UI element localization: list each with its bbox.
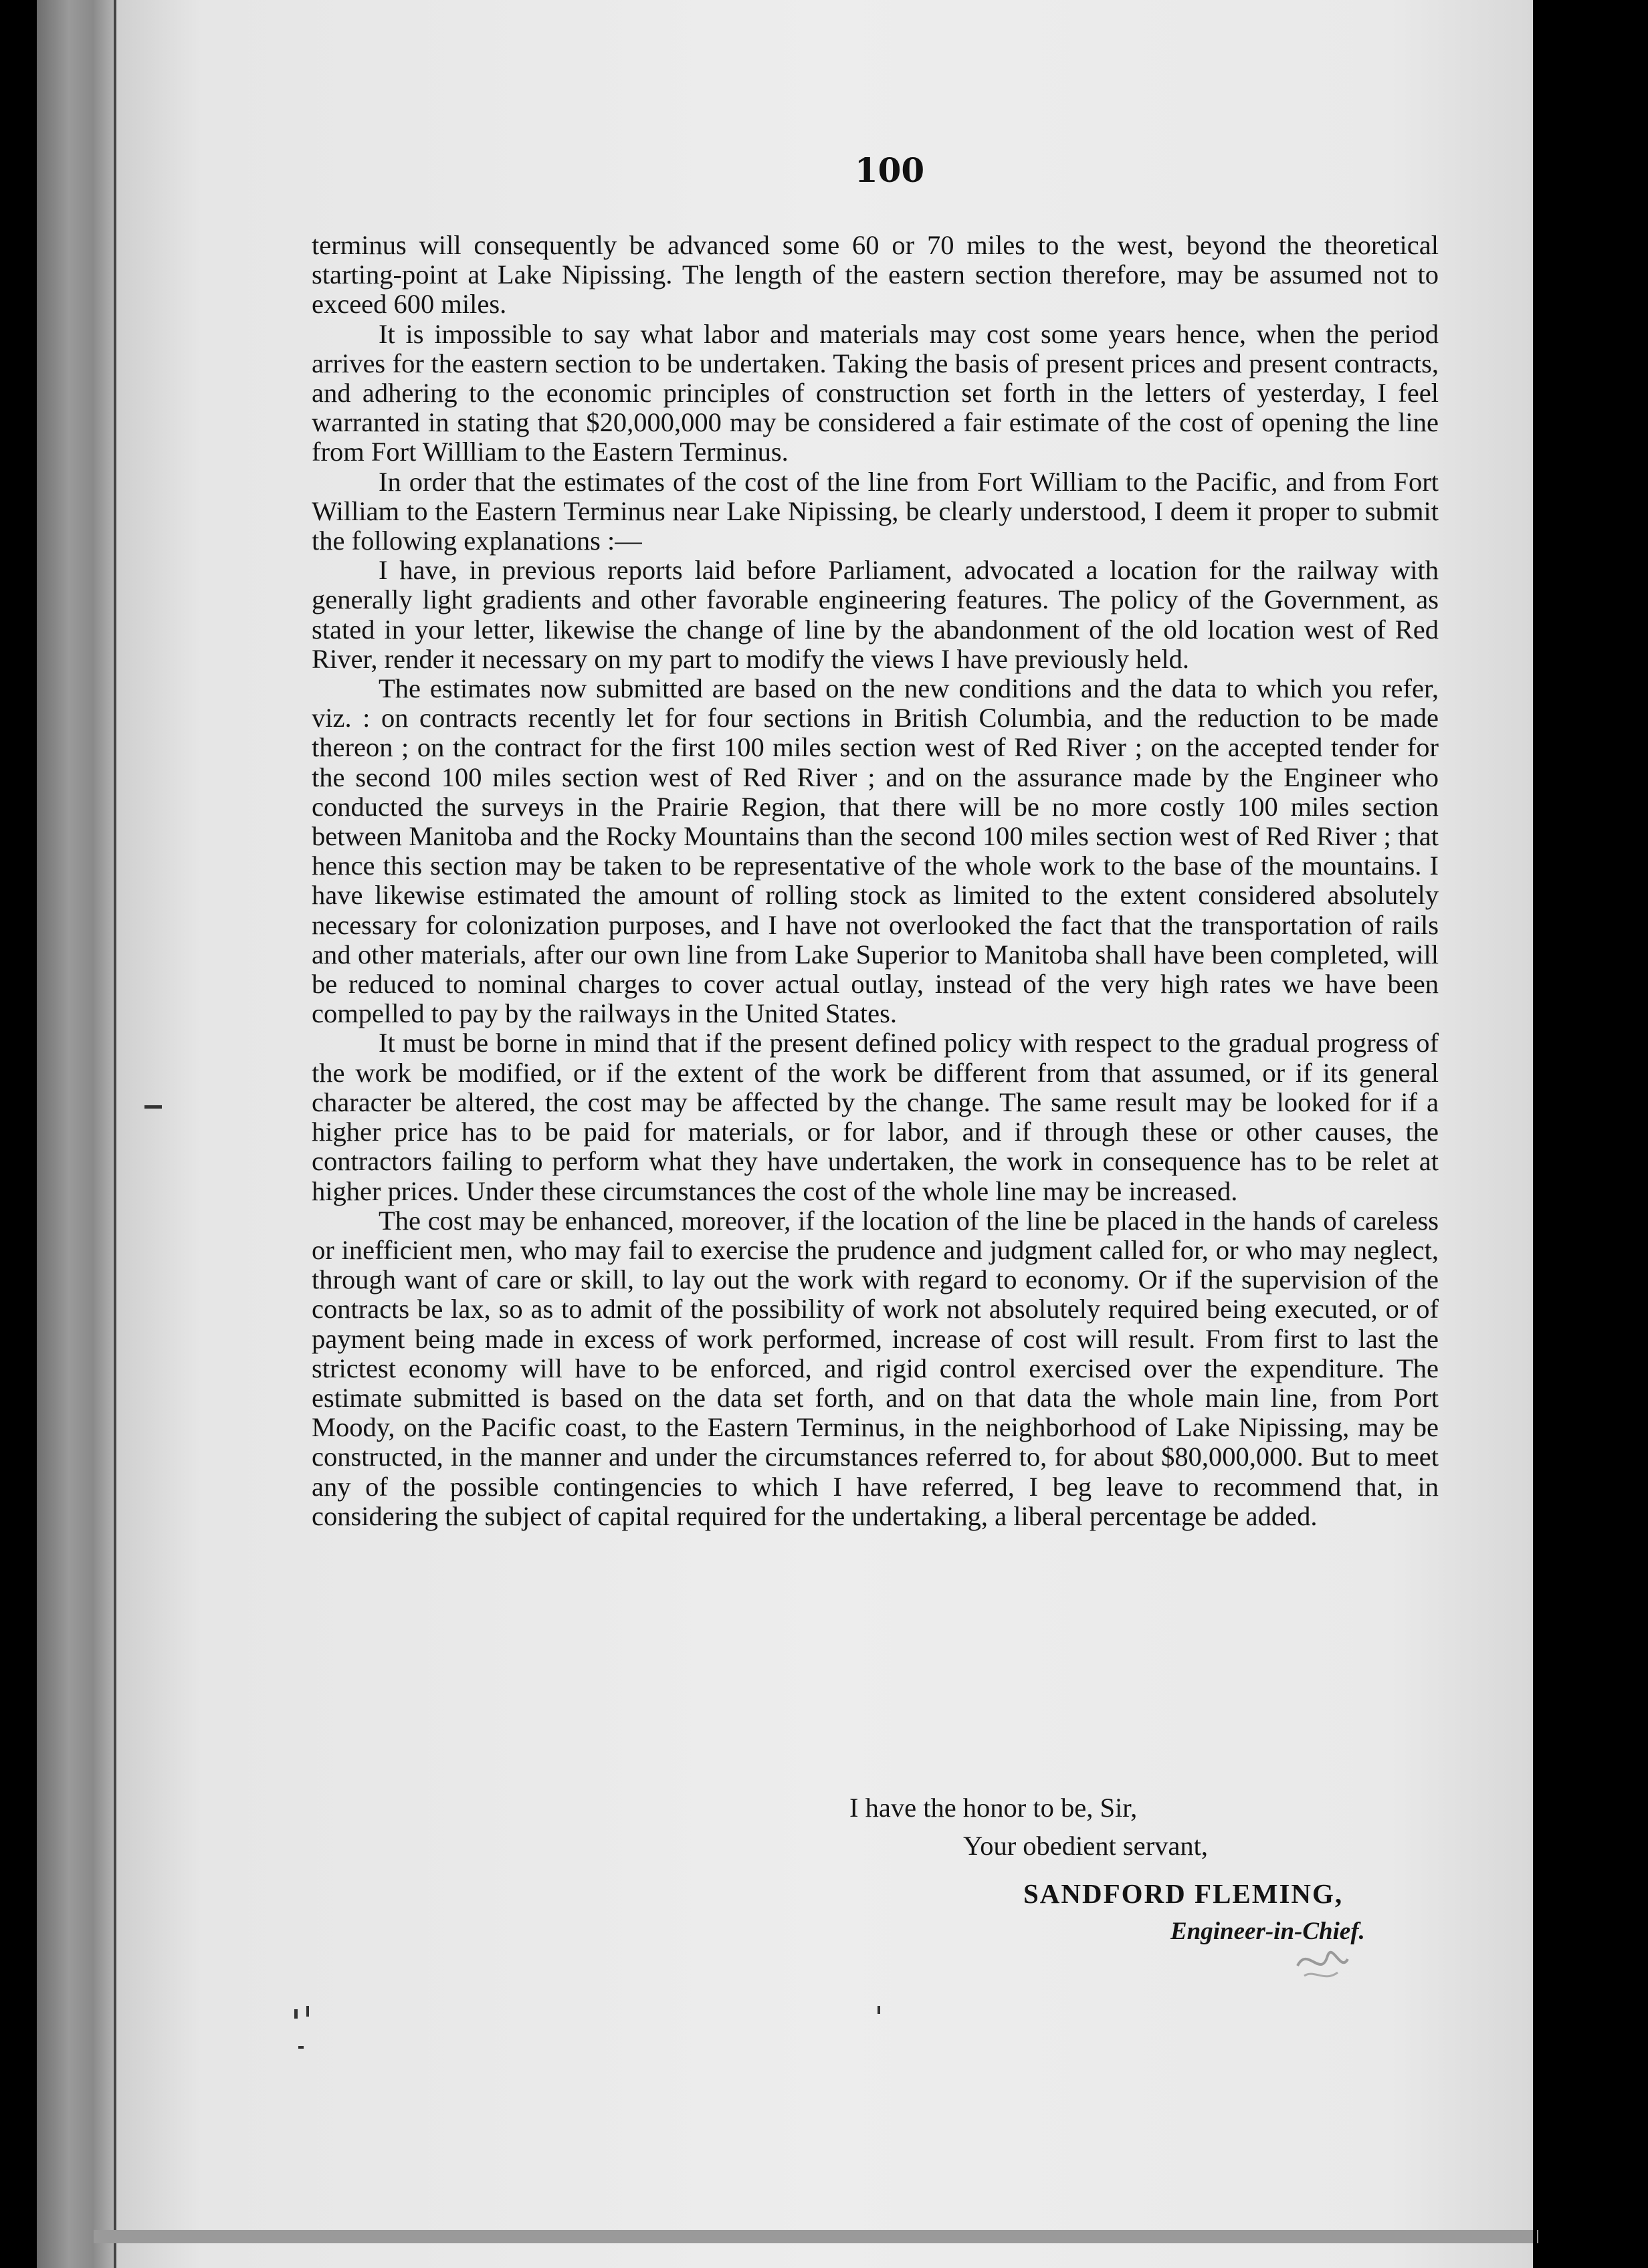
paragraph-cost-enhanced: The cost may be enhanced, moreover, if the location of the line be placed in the hands of careless or inefficient men, who may fail to exercise the prudence and judgment called for, or who may neglect, through want of care or skill, to lay out the work with regard to economy. Or if the supervision of the contracts be lax, so as to admit of the possibility of work not absolutely required being executed, or of payment being made in excess of work performed, increase of cost will result. From first to last the strictest economy will have to be enforced, and rigid control exercised over the expenditure. The estimate submitted is based on the data set forth, and on that data the whole main line, from Port Moody, on the Pacific coast, to the Eastern Terminus, in the neighborhood of Lake Nipissing, may be constructed, in the manner and under the circumstances referred to, for about $80,000,000. But to meet any of the possible contingencies to which I have referred, I beg leave to recommend that, in considering the subject of capital required for the undertaking, a liberal percentage be added. xyxy=(312,1205,1439,1531)
margin-mark xyxy=(144,1105,162,1109)
paragraph-policy-changes: It must be borne in mind that if the present defined policy with respect to the gradual progress of the work be modified, or if the extent of the work be different from that assumed, or if its general character be altered, the cost may be affected by the change. The same result may be looked for if a higher price has to be paid for materials, or for labor, and if through these or other causes, the contractors failing to perform what they have undertaken, the work in consequence has to be relet at higher prices. Under these circumstances the cost of the whole line may be increased. xyxy=(312,1028,1439,1206)
paragraph-labor-costs: It is impossible to say what labor and materials may cost some years hence, when the period arrives for the eastern section to be undertaken. Taking the basis of present prices and present contracts, and adhering to the economic principles of construction set forth in the letters of yesterday, I feel warranted in stating that $20,000,000 may be considered a fair estimate of the cost of opening the line from Fort Willliam to the Eastern Terminus. xyxy=(312,318,1439,467)
book-edge xyxy=(37,0,117,2268)
right-border-rule xyxy=(1533,0,1537,2268)
paragraph-estimates-basis: The estimates now submitted are based on the new conditions and the data to which you refer, viz. : on contracts recently let for four sections in British Columbia, and the reduction to be made thereon ; on the contract for the first 100 miles section west of Red River ; on the accepted tender for the second 100 miles section west of Red River ; and on the assurance made by the Engineer who conducted the surveys in the Prairie Region, that there will be no more costly 100 miles section between Manitoba and the Rocky Mountains than the second 100 miles section west of Red River ; that hence this section may be taken to be representative of the whole work to the base of the mountains. I have likewise estimated the amount of rolling stock as limited to the extent considered absolutely necessary for colonization purposes, and I have not overlooked the fact that the transportation of rails and other materials, after our own line from Lake Superior to Manitoba shall have been completed, will be reduced to nominal charges to cover actual outlay, instead of the very high rates we have been compelled to pay by the railways in the United States. xyxy=(312,673,1439,1029)
signature-title: Engineer-in-Chief. xyxy=(1170,1918,1365,1945)
page-number: 100 xyxy=(854,150,925,190)
handwritten-flourish xyxy=(1291,1939,1351,1986)
closing-salutation: I have the honor to be, Sir, xyxy=(849,1793,1138,1823)
closing-servant: Your obedient servant, xyxy=(963,1831,1208,1861)
paragraph-continuation: terminus will consequently be advanced some 60 or 70 miles to the west, beyond the theoretical starting-point at Lake Nipissing. The length of the eastern section therefore, may be assumed not to exceed 600 miles. xyxy=(312,230,1439,320)
ink-speck xyxy=(878,2006,880,2014)
ink-speck xyxy=(298,2046,304,2049)
paragraph-estimates-intro: In order that the estimates of the cost of the line from Fort William to the Pacific, and from Fort William to the Eastern Terminus near Lake Nipissing, be clearly understood, I deem it proper to submit the following explanations :— xyxy=(312,466,1439,556)
letter-body xyxy=(312,231,1439,1531)
book-bottom-edge xyxy=(94,2230,1538,2243)
paragraph-previous-reports: I have, in previous reports laid before Parliament, advocated a location for the railway with generally light gradients and other favorable engineering features. The policy of the Government, as stated in your letter, likewise the change of line by the abandonment of the old location west of Red River, render it necessary on my part to modify the views I have previously held. xyxy=(312,555,1439,674)
ink-speck xyxy=(294,2009,298,2019)
ink-speck xyxy=(306,2006,309,2017)
signature-name: SANDFORD FLEMING, xyxy=(1023,1878,1344,1909)
